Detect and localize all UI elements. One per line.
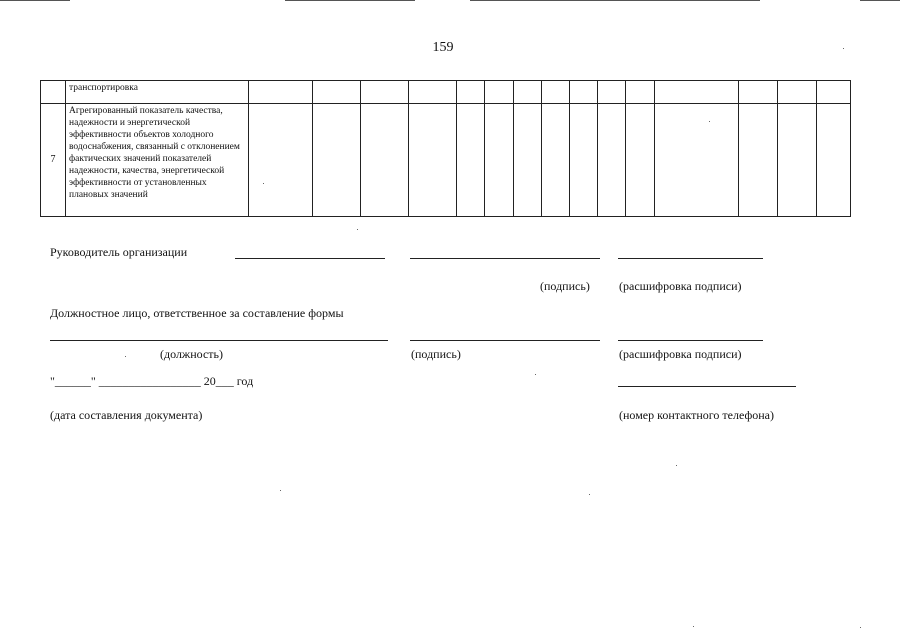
scan-edge-line bbox=[285, 0, 415, 1]
table-cell bbox=[816, 81, 850, 104]
official-signature-line bbox=[410, 340, 600, 341]
table-cell bbox=[409, 104, 457, 217]
scan-speck bbox=[125, 356, 126, 357]
table-cell bbox=[513, 104, 541, 217]
table-cell bbox=[777, 81, 816, 104]
scan-speck bbox=[263, 183, 264, 184]
head-position-line bbox=[235, 258, 385, 259]
table-cell bbox=[249, 81, 313, 104]
table-cell bbox=[777, 104, 816, 217]
scan-speck bbox=[676, 465, 677, 466]
scan-speck bbox=[357, 229, 358, 230]
table-cell bbox=[313, 81, 361, 104]
scan-speck bbox=[535, 374, 536, 375]
table-cell bbox=[485, 104, 513, 217]
table-cell bbox=[361, 81, 409, 104]
table-cell bbox=[409, 81, 457, 104]
head-signature-line bbox=[410, 258, 600, 259]
date-caption: (дата составления документа) bbox=[50, 408, 203, 422]
table-cell bbox=[541, 81, 569, 104]
decoding-caption: (расшифровка подписи) bbox=[619, 279, 742, 293]
table-cell bbox=[569, 81, 597, 104]
table-cell bbox=[541, 104, 569, 217]
table-cell bbox=[625, 104, 654, 217]
table-cell bbox=[597, 104, 625, 217]
head-label: Руководитель организации bbox=[50, 245, 188, 259]
official-decoding-line bbox=[618, 340, 763, 341]
scan-edge-line bbox=[470, 0, 760, 1]
scan-speck bbox=[709, 121, 710, 122]
scan-speck bbox=[589, 494, 590, 495]
table-cell bbox=[738, 81, 777, 104]
scan-edge-line bbox=[860, 0, 900, 1]
official-label: Должностное лицо, ответственное за составление формы bbox=[50, 306, 344, 320]
table-cell bbox=[485, 81, 513, 104]
scan-edge-line bbox=[0, 0, 70, 1]
signature-caption: (подпись) bbox=[540, 279, 590, 293]
table-cell bbox=[738, 104, 777, 217]
table-cell bbox=[597, 81, 625, 104]
row-number bbox=[41, 81, 66, 104]
scan-speck bbox=[693, 626, 694, 627]
table-cell bbox=[313, 104, 361, 217]
table-cell bbox=[654, 104, 738, 217]
table-row bbox=[41, 104, 851, 217]
table-cell bbox=[569, 104, 597, 217]
table-cell bbox=[249, 104, 313, 217]
scan-speck bbox=[843, 48, 844, 49]
position-caption: (должность) bbox=[160, 347, 223, 361]
table-cell bbox=[654, 81, 738, 104]
scan-speck bbox=[280, 490, 281, 491]
table-cell bbox=[625, 81, 654, 104]
row-description: Агрегированный показатель качества, надежности и энергетической эффективности объектов холодного водоснабжения, связанный с отклонением фактических значений показателей надежности, качества, энергетической эффективности от установленных плановых значений bbox=[66, 104, 249, 217]
row-number: 7 bbox=[41, 104, 66, 217]
table-cell bbox=[457, 81, 485, 104]
table-cell bbox=[361, 104, 409, 217]
table-cell bbox=[457, 104, 485, 217]
official-position-line bbox=[50, 340, 388, 341]
phone-caption: (номер контактного телефона) bbox=[619, 408, 774, 422]
table-cell bbox=[513, 81, 541, 104]
decoding-caption: (расшифровка подписи) bbox=[619, 347, 742, 361]
table-row bbox=[41, 81, 851, 104]
row-description: транспортировка bbox=[66, 81, 249, 104]
table-cell bbox=[816, 104, 850, 217]
scan-speck bbox=[860, 627, 861, 628]
page-number: 159 bbox=[432, 40, 454, 55]
phone-line bbox=[618, 386, 796, 387]
head-decoding-line bbox=[618, 258, 763, 259]
signature-caption: (подпись) bbox=[411, 347, 461, 361]
date-line: "______" _________________ 20___ год bbox=[50, 374, 254, 388]
indicator-table bbox=[40, 80, 851, 217]
